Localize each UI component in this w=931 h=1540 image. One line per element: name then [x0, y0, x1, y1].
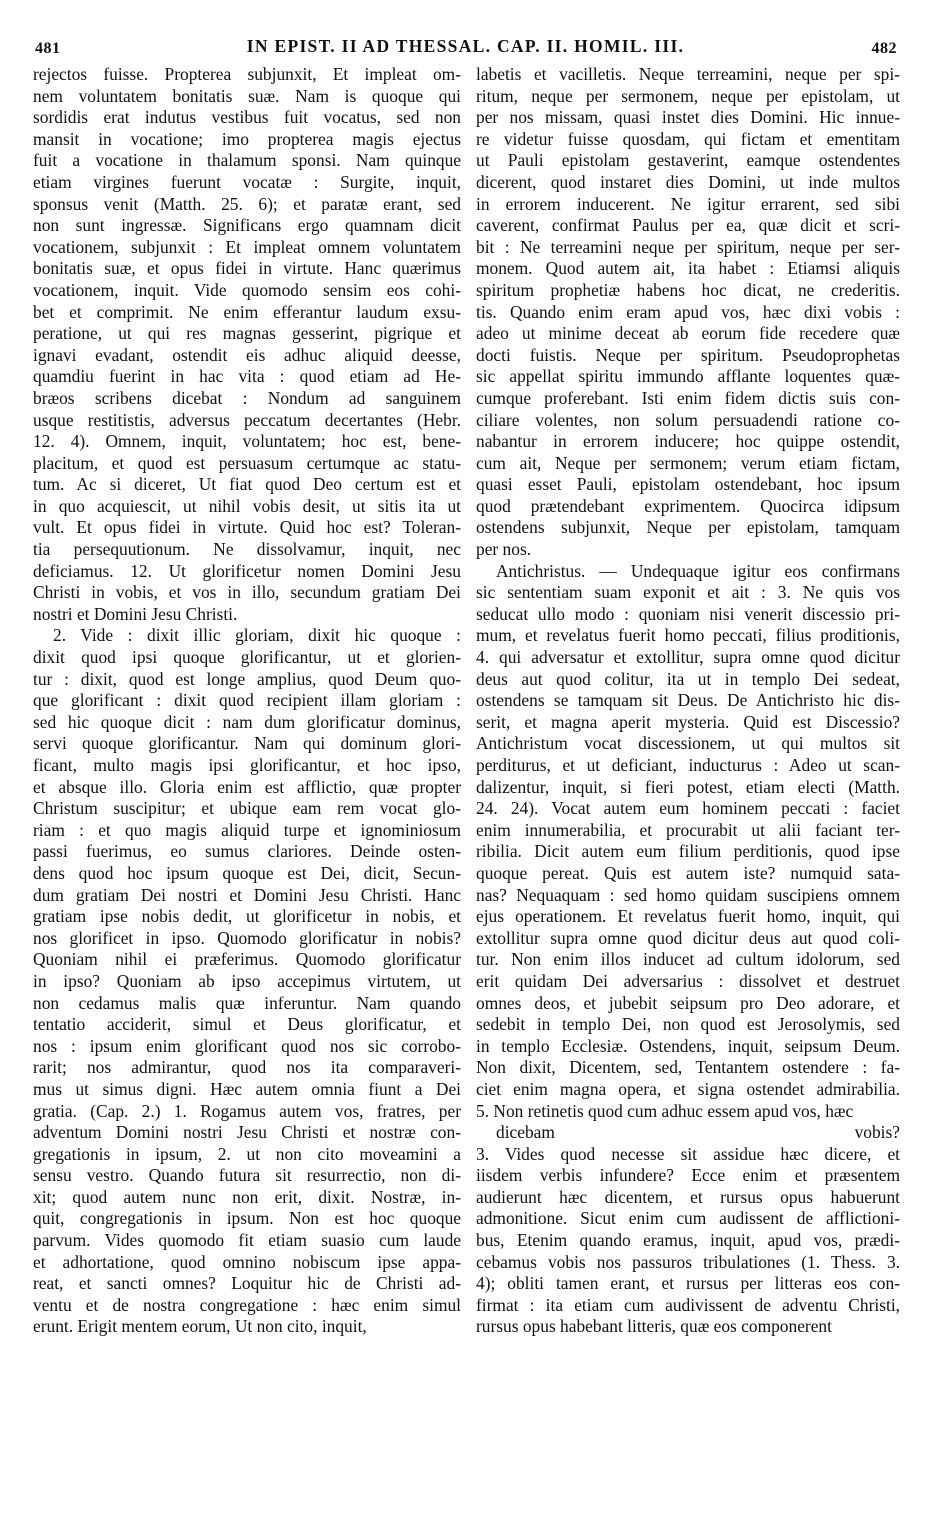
text-line: deus aut quod colitur, ita ut in templo Dei sedeat, — [476, 668, 900, 689]
text-line: dens quod hoc ipsum quoque est Dei, dicit, Secun- — [33, 862, 461, 883]
text-line: sed hic quoque dicit : nam dum glorificatur dominus, — [33, 711, 461, 732]
text-line: quamdiu fuerint in hac vita : quod etiam ad He- — [33, 366, 461, 387]
text-line: admonitione. Sicut enim cum audissent de afflictioni- — [476, 1208, 900, 1229]
text-line: sedebit in templo Dei, non quod est Jerosolymis, sed — [476, 1014, 900, 1035]
text-line: cum ait, Neque per sermonem; verum etiam fictam, — [476, 452, 900, 473]
text-line: bræos scribens dicebat : Nondum ad sanguinem — [33, 387, 461, 408]
text-line: extollitur supra omne quod dicitur deus aut quod coli- — [476, 927, 900, 948]
text-line: rarit; nos admirantur, quod nos ita comparaveri- — [33, 1057, 461, 1078]
text-line: dixit quod ipsi quoque glorificantur, ut et glorien- — [33, 647, 461, 668]
text-line: et absque illo. Gloria enim est afflictio, quæ propter — [33, 776, 461, 797]
text-line: 2. Vide : dixit illic gloriam, dixit hic quoque : — [53, 625, 461, 646]
text-line: adventum Domini nostri Jesu Christi et nostræ con- — [33, 1122, 461, 1143]
page-number-left: 481 — [35, 40, 61, 57]
text-line: 12. 4). Omnem, inquit, voluntatem; hoc est, bene- — [33, 431, 461, 452]
text-line: parvum. Vides quomodo fit etiam suasio cum laude — [33, 1230, 461, 1251]
text-line: tur : dixit, quod est longe amplius, quod Deum quo- — [33, 668, 461, 689]
text-line: dicebam vobis? — [496, 1122, 900, 1143]
text-line: per nos missam, quasi instet dies Domini. Hic innue- — [476, 107, 900, 128]
text-line: usque restitistis, adversus peccatum decertantes (Hebr. — [33, 409, 461, 430]
text-line: placitum, et quod est persuasum certumque ac statu- — [33, 452, 461, 473]
text-line: tur. Non enim illos inducet ad cultum idolorum, sed — [476, 949, 900, 970]
text-line: Quoniam nihil ei præferimus. Quomodo glorificatur — [33, 949, 461, 970]
text-line: nos glorificet in ipso. Quomodo glorificatur in nobis? — [33, 927, 461, 948]
text-line: passi fuerimus, eo sumus clariores. Deinde osten- — [33, 841, 461, 862]
text-line: dicerent, quod instaret dies Domini, ut inde multos — [476, 171, 900, 192]
text-line: tis. Quando enim eram apud vos, hæc dixi vobis : — [476, 301, 900, 322]
text-line: mansit in vocatione; imo propterea magis ejectus — [33, 128, 461, 149]
text-line: non sunt ingressæ. Significans ergo quamnam dicit — [33, 215, 461, 236]
text-line: labetis et vacilletis. Neque terreamini, neque per spi- — [476, 64, 900, 84]
text-line: caverent, confirmat Paulus per ea, quæ dicit et scri- — [476, 215, 900, 236]
text-line: vocationem, inquit. Vide quomodo sensim eos cohi- — [33, 279, 461, 300]
text-line: servi quoque glorificantur. Nam qui dominum glori- — [33, 733, 461, 754]
text-line: tentatio acciderit, simul et Deus glorificatur, et — [33, 1014, 461, 1035]
text-line: dalizentur, inquit, si fieri potest, etiam electi (Matth. — [476, 776, 900, 797]
text-line: 4); obliti tamen erant, et rursus per litteras eos con- — [476, 1273, 900, 1294]
text-line: non cedamus malis quæ inferuntur. Nam quando — [33, 992, 461, 1013]
running-title: IN EPIST. II AD THESSAL. CAP. II. HOMIL. III. — [246, 36, 685, 56]
text-line: ostendens se tamquam sit Deus. De Antichristo hic dis- — [476, 690, 900, 711]
text-line: Non dixit, Dicentem, sed, Tentantem ostendere : fa- — [476, 1057, 900, 1078]
text-line: serit, et magna aperit mysteria. Quid est Discessio? — [476, 711, 900, 732]
text-line: que glorificant : dixit quod recipient illam gloriam : — [33, 690, 461, 711]
text-line: reat, et sancti omnes? Loquitur hic de Christi ad- — [33, 1273, 461, 1294]
text-line: sensu vestro. Quando futura sit resurrectio, non di- — [33, 1165, 461, 1186]
text-line: gratia. (Cap. 2.) 1. Rogamus autem vos, fratres, per — [33, 1100, 461, 1121]
text-line: et adhortatione, quod omnino nobiscum ipse appa- — [33, 1251, 461, 1272]
text-line: audierunt hæc dicentem, et rursus opus habuerunt — [476, 1186, 900, 1207]
text-line: omnes deos, et jubebit seipsum pro Deo adorare, et — [476, 992, 900, 1013]
text-line: quit, congregationis in ipsum. Non est hoc quoque — [33, 1208, 461, 1229]
page-number-right: 482 — [871, 40, 897, 57]
text-line: deficiamus. 12. Ut glorificetur nomen Domini Jesu — [33, 560, 461, 581]
text-line: ficant, multo magis ipsi glorificantur, et hoc ipso, — [33, 755, 461, 775]
text-line: bus, Etenim quando eramus, inquit, apud vos, prædi- — [476, 1230, 900, 1251]
text-line: perditurus, et ut deficiant, inducturus : Adeo ut scan- — [476, 755, 900, 775]
text-line: ciliare volentes, non solum persuadendi ratione co- — [476, 409, 900, 430]
text-line: ejus operationem. Et revelatus fuerit homo, inquit, qui — [476, 906, 900, 927]
page-header — [0, 0, 931, 62]
text-line: erit quidam Dei adversarius : dissolvet et destruet — [476, 970, 900, 991]
text-line: ut Pauli epistolam gestaverint, eamque ostendentes — [476, 150, 900, 171]
text-line: adeo ut minime deceat ab eorum fide recedere quæ — [476, 323, 900, 344]
text-line: sponsus venit (Matth. 25. 6); et paratæ erant, sed — [33, 193, 461, 214]
text-line: ostendens subjunxit, Neque per epistolam, tamquam — [476, 517, 900, 538]
text-line: firmat : ita etiam cum audivissent de adventu Christi, — [476, 1294, 900, 1315]
text-line: fuit a vocatione in thalamum sponsi. Nam quinque — [33, 150, 461, 171]
text-line: in ipso? Quoniam ab ipso accepimus virtutem, ut — [33, 970, 461, 991]
text-line: vult. Et opus fidei in virtute. Quid hoc est? Toleran- — [33, 517, 461, 538]
text-line: Antichristus. — Undequaque igitur eos confirmans — [496, 560, 900, 581]
text-line: nos : ipsum enim glorificant quod nos sic corrobo- — [33, 1035, 461, 1056]
text-line: seducat ullo modo : quoniam nisi venerit discessio pri- — [476, 603, 900, 624]
text-line: nas? Nequaquam : sed homo quidam suscipiens omnem — [476, 884, 900, 905]
text-line: 24. 24). Vocat autem eum hominem peccati : faciet — [476, 798, 900, 819]
text-line: vocationem, subjunxit : Et impleat omnem voluntatem — [33, 236, 461, 257]
text-line: sic appellat spiritu immundo afflante loquentes quæ- — [476, 366, 900, 387]
text-line: cebamus vobis nos passuros tribulationes (1. Thess. 3. — [476, 1251, 900, 1272]
text-line: gratiam ipse nobis dedit, ut glorificetur in nobis, et — [33, 906, 461, 927]
text-line: 5. Non retinetis quod cum adhuc essem apud vos, hæc — [476, 1100, 854, 1121]
text-line: nem voluntatem bonitatis suæ. Nam is quoque qui — [33, 85, 461, 106]
text-line: 3. Vides quod necesse sit assidue hæc dicere, et — [476, 1143, 900, 1164]
text-line: bet et comprimit. Ne enim efferantur laudum exsu- — [33, 301, 461, 322]
text-line: ignavi evadant, ostendit eis adhuc aliquid deesse, — [33, 344, 461, 365]
text-line: bit : Ne terreamini neque per spiritum, neque per ser- — [476, 236, 900, 257]
text-line: spiritum prophetiæ habens hoc dicat, ne crederitis. — [476, 279, 900, 300]
text-line: ciet enim magna opera, et signa ostendet admirabilia. — [476, 1078, 900, 1099]
text-line: riam : et quo magis aliquid turpe et ignominiosum — [33, 819, 461, 840]
text-line: mus ut simus digni. Hæc autem omnia fiunt a Dei — [33, 1078, 461, 1099]
left-column — [33, 64, 461, 1532]
text-line: tia persequutionum. Ne dissolvamur, inquit, nec — [33, 539, 461, 560]
text-line: etiam virgines fuerunt vocatæ : Surgite, inquit, — [33, 171, 461, 192]
text-line: sordidis erat indutus vestibus fuit vocatus, sed non — [33, 107, 461, 128]
text-line: 4. qui adversatur et extollitur, supra omne quod dicitur — [476, 647, 900, 668]
text-line: erunt. Erigit mentem eorum, Ut non cito, inquit, — [33, 1316, 367, 1337]
text-line: nostri et Domini Jesu Christi. — [33, 603, 238, 624]
right-column — [476, 64, 900, 1532]
text-line: Christi in vobis, et vos in illo, secundum gratiam Dei — [33, 582, 461, 603]
text-line: mum, et revelatus fuerit homo peccati, filius proditionis, — [476, 625, 900, 646]
text-line: rejectos fuisse. Propterea subjunxit, Et impleat om- — [33, 64, 461, 84]
text-line: cumque proferebant. Isti enim fidem dictis suis con- — [476, 387, 900, 408]
text-line: iisdem verbis infundere? Ecce enim et præsentem — [476, 1165, 900, 1186]
text-line: quasi esset Pauli, epistolam ostendebant, hoc ipsum — [476, 474, 900, 495]
text-line: docti fuistis. Neque per spiritum. Pseudoprophetas — [476, 344, 900, 365]
text-line: ribilia. Dicit autem eum filium perditionis, quod ipse — [476, 841, 900, 862]
text-line: peratione, ut qui res magnas gesserint, pigrique et — [33, 323, 461, 344]
text-line: Christum suscipitur; et ubique eam rem vocat glo- — [33, 798, 461, 819]
text-line: quod prætendebant exprimentem. Quocirca idipsum — [476, 495, 900, 516]
text-line: rursus opus habebant litteris, quæ eos componerent — [476, 1316, 832, 1337]
text-line: quoque pereat. Quis est autem iste? numquid sata- — [476, 862, 900, 883]
text-line: in quo acquiescit, ut nihil vobis desit, ut sitis ita ut — [33, 495, 461, 516]
text-line: Antichristum vocat discessionem, ut qui multos sit — [476, 733, 900, 754]
text-line: per nos. — [476, 539, 532, 560]
text-line: nabantur in errorem inducere; hoc quippe ostendit, — [476, 431, 900, 452]
text-line: gregationis in ipsum, 2. ut non cito moveamini a — [33, 1143, 461, 1164]
text-line: in templo Ecclesiæ. Ostendens, inquit, seipsum Deum. — [476, 1035, 900, 1056]
text-line: xit; quod autem nunc non erit, dixit. Nostræ, in- — [33, 1186, 461, 1207]
text-line: enim innumerabilia, et procurabit ut alii faciant ter- — [476, 819, 900, 840]
text-line: dum gratiam Dei nostri et Domini Jesu Christi. Hanc — [33, 884, 461, 905]
text-line: bonitatis suæ, et opus fidei in virtute. Hanc quærimus — [33, 258, 461, 279]
text-line: monem. Quod autem ait, ita habet : Etiamsi aliquis — [476, 258, 900, 279]
text-line: ritum, neque per sermonem, neque per epistolam, ut — [476, 85, 900, 106]
text-line: sic sententiam suam exponit et ait : 3. Ne quis vos — [476, 582, 900, 603]
text-line: re videtur fuisse quosdam, qui fictam et ementitam — [476, 128, 900, 149]
text-line: tum. Ac si diceret, Ut fiat quod Deo certum est et — [33, 474, 461, 495]
text-line: ventu et de nostra congregatione : hæc enim simul — [33, 1294, 461, 1315]
text-line: in errorem inducerent. Ne igitur errarent, sed sibi — [476, 193, 900, 214]
